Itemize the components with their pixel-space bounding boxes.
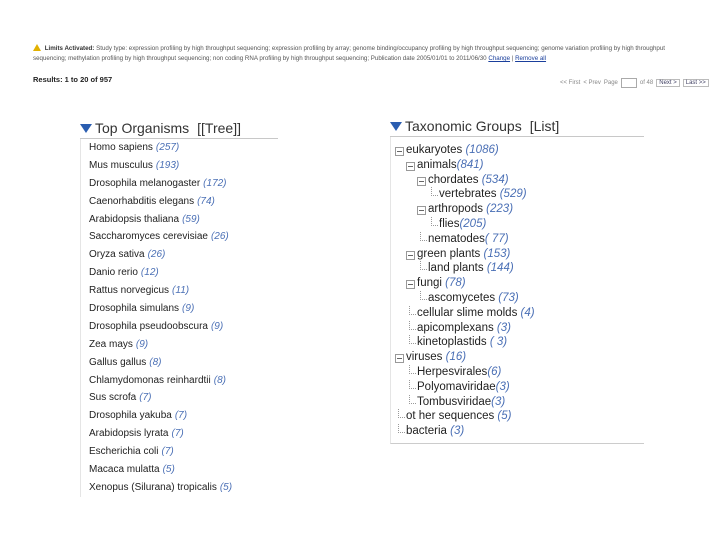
- organism-count: (59): [182, 213, 200, 225]
- tree-connector: [420, 261, 427, 270]
- taxonomy-count: (16): [442, 351, 467, 364]
- organism-name[interactable]: Arabidopsis lyrata: [89, 428, 169, 440]
- organism-count: (8): [213, 374, 226, 386]
- taxonomy-node[interactable]: [391, 380, 644, 395]
- organism-name[interactable]: Sus scrofa: [89, 392, 137, 404]
- collapse-node-icon[interactable]: [406, 251, 415, 260]
- taxonomy-count: (3): [446, 425, 465, 438]
- organism-name[interactable]: Saccharomyces cerevisiae: [89, 231, 208, 243]
- taxonomy-count: (5): [494, 410, 512, 423]
- taxonomy-count: ( 3): [486, 336, 508, 349]
- organism-item[interactable]: [81, 425, 278, 443]
- organism-name[interactable]: Gallus gallus: [89, 356, 147, 368]
- organism-count: (8): [149, 356, 162, 368]
- taxonomy-name[interactable]: viruses: [406, 351, 443, 364]
- taxonomy-count: (73): [495, 291, 519, 304]
- organism-item[interactable]: [81, 318, 278, 336]
- organism-count: (9): [182, 303, 195, 315]
- taxonomy-node[interactable]: [391, 187, 644, 202]
- tree-connector: [409, 365, 416, 374]
- organism-count: (7): [161, 446, 174, 458]
- taxonomy-name[interactable]: Polyomaviridae: [417, 380, 496, 393]
- organism-name[interactable]: Macaca mulatta: [89, 464, 160, 476]
- organism-item[interactable]: [81, 193, 278, 211]
- taxonomy-name[interactable]: nematodes: [428, 232, 485, 245]
- taxonomy-count: (6): [487, 365, 502, 378]
- taxonomy-node[interactable]: [391, 276, 644, 291]
- collapse-node-icon[interactable]: [406, 162, 415, 171]
- taxonomy-node[interactable]: [391, 409, 644, 424]
- taxonomy-node[interactable]: [391, 395, 644, 410]
- organism-item[interactable]: [81, 246, 278, 264]
- taxonomy-tree: [390, 137, 644, 444]
- taxonomy-name[interactable]: arthropods: [428, 203, 483, 216]
- page-input[interactable]: [621, 78, 637, 88]
- top-organisms-panel: [80, 118, 278, 497]
- organism-count: (7): [174, 410, 188, 422]
- first-page-link[interactable]: << First: [560, 80, 581, 86]
- organism-count: (11): [172, 285, 190, 297]
- organism-count: (257): [155, 142, 180, 153]
- organism-item[interactable]: [81, 443, 278, 461]
- taxonomy-node[interactable]: [391, 291, 644, 306]
- taxonomy-count: (205): [459, 217, 487, 230]
- results-count: Results: 1 to 20 of 957: [33, 75, 113, 84]
- tree-connector: [420, 291, 427, 300]
- organism-name[interactable]: Rattus norvegicus: [89, 285, 170, 297]
- taxonomy-node[interactable]: [391, 173, 644, 188]
- collapse-triangle-icon[interactable]: [80, 124, 92, 133]
- tree-connector: [420, 232, 427, 241]
- organism-count: (74): [197, 195, 215, 207]
- taxonomy-name[interactable]: animals: [417, 158, 457, 171]
- tree-view-link[interactable]: [[Tree]]: [197, 120, 241, 136]
- organism-count: (26): [147, 249, 166, 261]
- taxonomy-count: (78): [441, 277, 466, 290]
- organism-name[interactable]: Danio rerio: [89, 267, 138, 279]
- taxonomy-count: ( 77): [484, 232, 509, 245]
- taxonomy-node[interactable]: [391, 365, 644, 380]
- organism-item[interactable]: [81, 461, 278, 479]
- taxonomy-count: (4): [517, 306, 535, 319]
- organism-item[interactable]: [81, 372, 278, 390]
- tree-connector: [398, 409, 405, 418]
- taxonomy-node[interactable]: [391, 158, 644, 173]
- panel-title: Taxonomic Groups: [405, 118, 522, 134]
- taxonomy-name[interactable]: kinetoplastids: [417, 336, 487, 349]
- organism-item[interactable]: [81, 139, 278, 157]
- taxonomy-count: (1086): [462, 144, 499, 156]
- prev-page-link[interactable]: < Prev: [583, 80, 601, 86]
- collapse-triangle-icon[interactable]: [390, 122, 402, 131]
- taxonomy-name[interactable]: Herpesvirales: [417, 365, 488, 378]
- organism-name[interactable]: Drosophila yakuba: [89, 410, 172, 422]
- taxonomy-count: (153): [480, 247, 511, 260]
- organism-name[interactable]: Mus musculus: [89, 159, 153, 171]
- taxonomy-name[interactable]: fungi: [417, 277, 442, 290]
- taxonomy-node[interactable]: [391, 217, 644, 232]
- next-page-button[interactable]: Next >: [656, 79, 680, 87]
- taxonomy-count: (3): [493, 321, 511, 334]
- limits-label: Limits Activated:: [44, 45, 95, 52]
- taxonomy-name[interactable]: bacteria: [406, 425, 447, 438]
- taxonomy-name[interactable]: Tombusviridae: [417, 395, 492, 408]
- taxonomy-count: (841): [456, 158, 484, 171]
- warning-icon: [33, 44, 41, 51]
- taxonomy-name[interactable]: green plants: [417, 247, 481, 260]
- organism-item[interactable]: [81, 157, 278, 175]
- tree-connector: [431, 217, 438, 226]
- taxonomic-groups-panel: [390, 116, 644, 444]
- taxonomy-node[interactable]: [391, 350, 644, 365]
- organism-item[interactable]: [81, 336, 278, 354]
- taxonomy-name[interactable]: ascomycetes: [428, 291, 496, 304]
- taxonomy-node[interactable]: [391, 202, 644, 217]
- taxonomy-count: (529): [496, 188, 527, 201]
- remove-all-link[interactable]: Remove all: [515, 55, 547, 62]
- collapse-node-icon[interactable]: [417, 177, 426, 186]
- organism-item[interactable]: [81, 389, 278, 407]
- organism-item[interactable]: [81, 354, 278, 372]
- taxonomy-count: (144): [483, 262, 514, 275]
- organism-name[interactable]: Escherichia coli: [89, 446, 159, 458]
- panel-title: Top Organisms: [95, 120, 190, 136]
- organism-name[interactable]: Chlamydomonas reinhardtii: [89, 374, 211, 386]
- taxonomy-name[interactable]: cellular slime molds: [417, 306, 518, 319]
- organism-count: (5): [162, 464, 175, 476]
- taxonomy-count: (3): [495, 380, 510, 393]
- organism-name[interactable]: Oryza sativa: [89, 249, 145, 261]
- organism-count: (9): [135, 338, 149, 350]
- limits-banner: Limits Activated: Study type: expression profiling by high throughput sequencing; expression profiling by array; genome binding/occupancy profiling by high throughput sequencing; genome variation profiling by high throughput sequencing; methylation profiling by high throughput sequencing; non coding RNA profiling by high throughput sequencing; Publication date 2005/01/01 to 2011/06/30 Change | Remove all: [33, 45, 666, 62]
- collapse-node-icon[interactable]: [417, 206, 426, 215]
- change-link[interactable]: Change: [488, 55, 511, 62]
- tree-connector: [409, 321, 416, 330]
- organism-count: (7): [139, 392, 152, 404]
- organism-count: (12): [140, 267, 159, 279]
- taxonomy-name[interactable]: eukaryotes: [406, 144, 463, 156]
- page-label: Page: [603, 80, 618, 86]
- organism-item[interactable]: [81, 479, 278, 497]
- tree-connector: [409, 395, 416, 404]
- organism-name[interactable]: Arabidopsis thaliana: [89, 213, 180, 225]
- organism-item[interactable]: [81, 211, 278, 229]
- organism-name[interactable]: Homo sapiens: [89, 142, 153, 153]
- collapse-node-icon[interactable]: [395, 147, 404, 156]
- taxonomy-name[interactable]: ot her sequences: [406, 410, 495, 423]
- organism-item[interactable]: [81, 264, 278, 282]
- organism-item[interactable]: [81, 300, 278, 318]
- taxonomy-name[interactable]: land plants: [428, 262, 484, 275]
- tree-connector: [398, 424, 405, 433]
- taxonomy-node[interactable]: [391, 247, 644, 262]
- organism-name[interactable]: Drosophila simulans: [89, 303, 180, 315]
- organism-name[interactable]: Xenopus (Silurana) tropicalis: [89, 481, 217, 493]
- list-view-link[interactable]: [List]: [529, 118, 560, 134]
- organism-item[interactable]: [81, 407, 278, 425]
- organism-count: (5): [219, 481, 233, 493]
- taxonomy-node[interactable]: [391, 232, 644, 247]
- page-of-label: of 48: [639, 80, 654, 86]
- taxonomy-node[interactable]: [391, 321, 644, 336]
- taxonomy-node[interactable]: [391, 306, 644, 321]
- tree-connector: [431, 187, 438, 196]
- organism-count: (9): [210, 320, 224, 332]
- collapse-node-icon[interactable]: [395, 354, 404, 363]
- pagination: [560, 78, 709, 88]
- taxonomy-count: (534): [478, 173, 509, 186]
- taxonomy-name[interactable]: vertebrates: [439, 188, 497, 201]
- limits-text: Study type: expression profiling by high throughput sequencing; expression profiling by array; genome binding/occupancy profiling by high throughput sequencing; genome variation profiling by high throughput sequencing; methylation profiling by high throughput sequencing; non coding RNA profiling by high throughput sequencing; Publication date 2005/01/01 to 2011/06/30: [33, 45, 666, 62]
- organism-list: [80, 139, 278, 497]
- taxonomy-count: (223): [482, 203, 514, 216]
- taxonomy-name[interactable]: apicomplexans: [417, 321, 494, 334]
- last-page-button[interactable]: Last >>: [683, 79, 709, 87]
- organism-name[interactable]: Drosophila pseudoobscura: [89, 320, 208, 332]
- organism-item[interactable]: [81, 175, 278, 193]
- organism-count: (172): [203, 177, 227, 189]
- taxonomy-node[interactable]: [391, 261, 644, 276]
- tree-connector: [409, 306, 416, 315]
- taxonomy-count: (3): [491, 395, 506, 408]
- taxonomy-node[interactable]: [391, 424, 644, 439]
- collapse-node-icon[interactable]: [406, 280, 415, 289]
- taxonomy-node[interactable]: [391, 335, 644, 350]
- organism-name[interactable]: Caenorhabditis elegans: [89, 195, 195, 207]
- organism-count: (193): [155, 159, 180, 171]
- organism-count: (7): [171, 428, 184, 440]
- taxonomy-node[interactable]: [391, 143, 644, 158]
- organism-name[interactable]: Zea mays: [89, 338, 133, 350]
- organism-item[interactable]: [81, 228, 278, 246]
- organism-name[interactable]: Drosophila melanogaster: [89, 177, 201, 189]
- organism-count: (26): [210, 231, 229, 243]
- tree-connector: [409, 335, 416, 344]
- taxonomy-name[interactable]: chordates: [428, 173, 479, 186]
- taxonomy-name[interactable]: flies: [439, 217, 460, 230]
- organism-item[interactable]: [81, 282, 278, 300]
- tree-connector: [409, 380, 416, 389]
